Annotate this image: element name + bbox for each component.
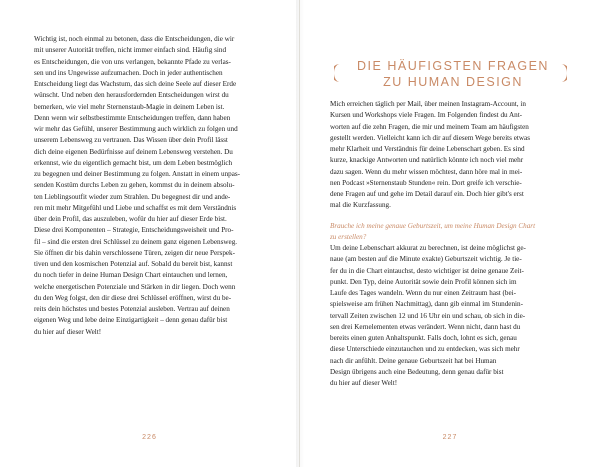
text-line: welche energetischen Potenziale und Stärken in dir liegen. Doch wenn <box>34 282 236 291</box>
section-heading <box>356 58 550 90</box>
text-line: diese Unterschiede einzutauchen und zu entdecken, was sich mehr <box>330 345 520 354</box>
text-line: du hier auf dieser Welt! <box>34 327 102 336</box>
text-line: du den Weg folgst, den dir diese drei Schlüssel eröffnen, wirst du be- <box>34 293 232 302</box>
text-line: reits dein höchstes und bestes Potenzial ausleben. Vertrau auf deinen <box>34 305 230 313</box>
text-line: dich deine eigenen Bedürfnisse auf deinem Lebensweg verstehen. Du <box>34 147 233 156</box>
heading-line-2: ZU HUMAN DESIGN <box>383 75 523 89</box>
question-heading: Brauche ich meine genaue Geburtszeit, um meine Human Design Chart <box>330 221 536 230</box>
text-line: senden Kostüm durchs Leben zu gehen, kommst du in deinem absolu- <box>34 181 235 190</box>
text-line: tervall Zeiten zwischen 12 und 16 Uhr ein und schau, ob sich in die- <box>330 311 526 320</box>
question-heading: zu erstellen? <box>330 232 367 241</box>
heading-line-1: DIE HÄUFIGSTEN FRAGEN <box>357 59 549 73</box>
text-line: mehr Klarheit und Verständnis für deine Lebenschart geben. Es sind <box>330 145 525 153</box>
text-line: naue (am besten auf die Minute exakte) Geburtszeit wichtig. Je tie- <box>330 255 522 264</box>
text-line: dene Fragen auf und gehe im Detail darauf ein. Doch hier gibt's erst <box>330 190 524 198</box>
right-page <box>300 0 600 467</box>
text-line: mit unserer Autorität treffen, nicht immer einfach sind. Häufig sind <box>34 46 227 55</box>
text-line: Um deine Lebenschart akkurat zu berechnen, ist deine möglichst ge- <box>330 244 526 252</box>
text-line: fil – sind die ersten drei Schlüssel zu deinem ganz eigenen Lebensweg. <box>34 237 238 246</box>
text-line: Design übrigens auch eine Bedeutung, denn genau dafür bist <box>330 367 504 376</box>
text-line: nach dir anfühlt. Deine genaue Geburtszeit hat bei Human <box>330 356 497 365</box>
text-line: Wichtig ist, noch einmal zu betonen, dass die Entscheidungen, die wir <box>34 35 235 43</box>
text-line: mal die Kurzfassung. <box>330 201 391 210</box>
text-line: unserem Lebensweg zu vertrauen. Das Wissen über dein Profil lässt <box>34 136 228 145</box>
text-line: zu begegnen und deiner Bestimmung zu folgen. Anstatt in einem unpas- <box>34 170 241 178</box>
text-line: Diese drei Komponenten – Strategie, Entscheidungsweisheit und Pro- <box>34 226 234 235</box>
text-line: nen Podcast »Sternenstaub Stunden« rein. Dort greife ich verschie- <box>330 178 522 187</box>
text-line: tiven und den kosmischen Potenzial auf. Sobald du bereit bist, kannst <box>34 260 233 268</box>
text-line: eigenen Weg und lebe deine Einzigartigkeit – denn genau dafür bist <box>34 316 228 325</box>
text-line: ren mit mehr Mitgefühl und Liebe und schaffst es mit dem Verständnis <box>34 203 237 212</box>
text-line: punkt. Den Typ, deine Autorität sowie dein Profil können sich im <box>330 277 517 286</box>
text-line: Mich erreichen täglich per Mail, über meinen Instagram-Account, in <box>330 100 526 108</box>
text-line: gestellt werden. Vielleicht kann ich dir auf diesem Wege bereits etwas <box>330 133 530 142</box>
text-line: es Entscheidungen, die von uns verlangen, bekannte Pfade zu verlas- <box>34 57 231 66</box>
waxing-moon-icon <box>334 64 344 82</box>
text-line: kurze, knackige Antworten und natürlich könnte ich noch viel mehr <box>330 156 524 165</box>
text-line: sen und ins Ungewisse aufzumachen. Doch in jeder authentischen <box>34 68 223 77</box>
text-line: über dein Profil, das auszuleben, wofür du hier auf dieser Erde bist. <box>34 215 227 223</box>
text-line: worten auf die zehn Fragen, die mir und meinem Team am häufigsten <box>330 122 529 131</box>
text-line: erkennst, wie du eigentlich gemacht bist, um dem Leben bestmöglich <box>34 158 233 167</box>
text-line: wünscht. Und neben den herausfordernden Entscheidungen wirst du <box>34 91 229 100</box>
page-number-right: 227 <box>442 434 458 441</box>
text-line: du hier auf dieser Welt! <box>330 379 398 387</box>
waning-moon-icon <box>557 64 567 82</box>
right-body-text <box>330 99 568 389</box>
text-line: du noch tiefer in deine Human Design Chart eintauchen und lernen, <box>34 271 228 280</box>
text-line: spielsweise am frühen Nachmittag), dann gib einmal im Stundenin- <box>330 300 523 309</box>
text-line: dazu sagen. Wenn du mehr wissen möchtest, dann höre mal in mei- <box>330 167 523 176</box>
text-line: Kursen und Workshops viele Fragen. Im Folgenden findest du Ant- <box>330 111 523 120</box>
text-line: sen drei Kernelementen etwas verändert. Wenn nicht, dann hast du <box>330 322 521 331</box>
text-line: Denn wenn wir selbstbestimmte Entscheidungen treffen, dann haben <box>34 113 231 122</box>
text-line: Laufe des Tages wandeln. Wenn du nur einen Zeitraum hast (bei- <box>330 289 517 297</box>
text-line: wir mehr das Gefühl, unserer Bestimmung auch wirklich zu folgen und <box>34 125 238 133</box>
text-line: Sie öffnen dir bis dahin verschlossene Türen, zeigen dir neue Perspek- <box>34 248 236 257</box>
left-body-text <box>34 34 266 338</box>
text-line: bemerken, wie viel mehr Sternenstaub-Magie in deinem Leben ist. <box>34 102 225 111</box>
text-line: bereits einen guten Anhaltspunkt. Falls doch, lohnt es sich, genau <box>330 334 517 342</box>
text-line: fer du in die Chart eintauchst, desto wichtiger ist deine genaue Zeit- <box>330 266 524 275</box>
text-line: ten Lieblingsoutfit wieder zum Strahlen. Du begegnest dir und ande- <box>34 192 231 201</box>
text-line: Entscheidung liegt das Wachstum, das sich deine Seele auf dieser Erde <box>34 80 237 88</box>
page-number-left: 226 <box>142 434 157 441</box>
